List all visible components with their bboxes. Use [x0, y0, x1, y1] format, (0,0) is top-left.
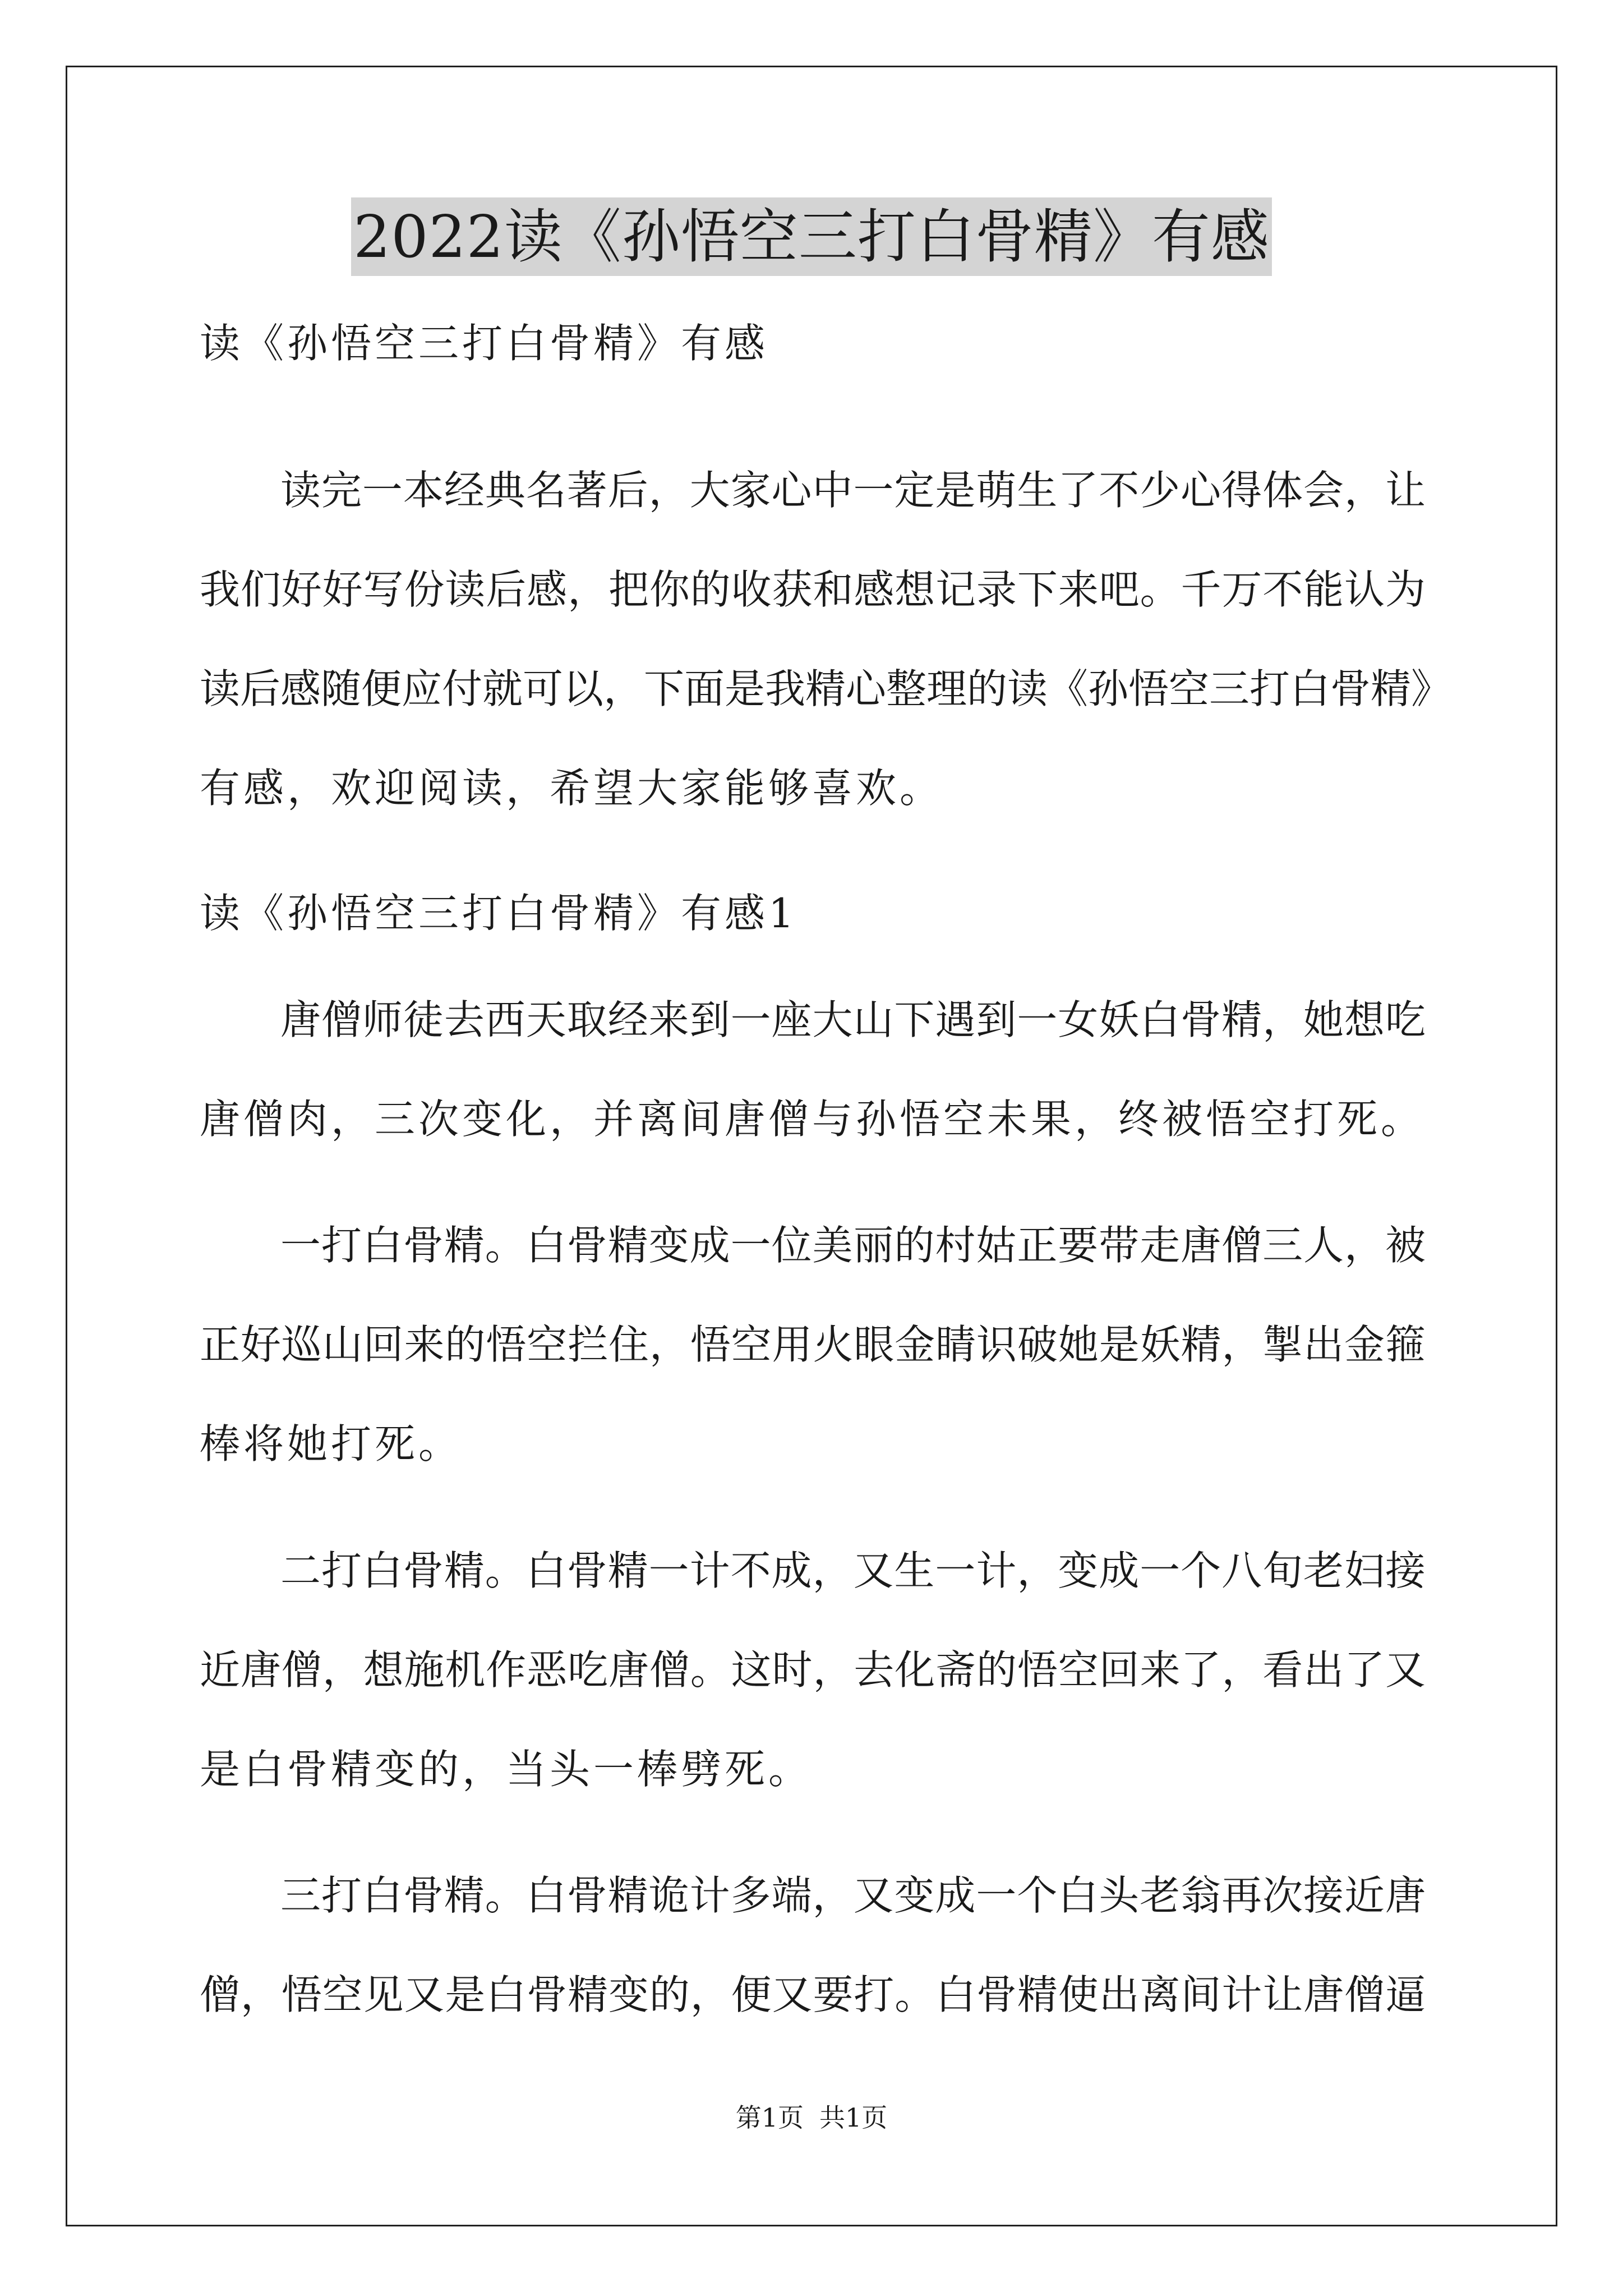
- paragraph-line: 读完一本经典名著后，大家心中一定是萌生了不少心得体会，让: [280, 467, 1426, 514]
- page-footer: [0, 2101, 1623, 2134]
- paragraph-line: 我们好好写份读后感，把你的收获和感想记录下来吧。千万不能认为: [200, 566, 1426, 613]
- section-heading: 读《孙悟空三打白骨精》有感1: [200, 890, 797, 937]
- paragraph-line: 三打白骨精。白骨精诡计多端，又变成一个白头老翁再次接近唐: [280, 1872, 1426, 1919]
- paragraph-line: 一打白骨精。白骨精变成一位美丽的村姑正要带走唐僧三人，被: [280, 1222, 1426, 1269]
- paragraph-line: 唐僧肉，三次变化，并离间唐僧与孙悟空未果，终被悟空打死。: [200, 1096, 1425, 1143]
- paragraph-line: 僧，悟空见又是白骨精变的，便又要打。白骨精使出离间计让唐僧逼: [200, 1971, 1426, 2018]
- paragraph-line: 近唐僧，想施机作恶吃唐僧。这时，去化斋的悟空回来了，看出了又: [200, 1646, 1426, 1694]
- paragraph-line: 是白骨精变的，当头一棒劈死。: [200, 1746, 813, 1793]
- document-title: 2022读《孙悟空三打白骨精》有感: [351, 197, 1272, 276]
- subtitle-line: 读《孙悟空三打白骨精》有感: [200, 320, 769, 367]
- paragraph-line: 读后感随便应付就可以，下面是我精心整理的读《孙悟空三打白骨精》: [200, 665, 1452, 712]
- paragraph-line: 二打白骨精。白骨精一计不成，又生一计，变成一个八旬老妇接: [280, 1547, 1426, 1594]
- title-container: [0, 197, 1623, 276]
- paragraph-line: 棒将她打死。: [200, 1420, 463, 1467]
- page-number-current: 第1页: [735, 2102, 804, 2133]
- paragraph-line: 有感，欢迎阅读，希望大家能够喜欢。: [200, 765, 944, 812]
- paragraph-line: 唐僧师徒去西天取经来到一座大山下遇到一女妖白骨精，她想吃: [280, 996, 1426, 1043]
- paragraph-line: 正好巡山回来的悟空拦住，悟空用火眼金睛识破她是妖精，掣出金箍: [200, 1321, 1426, 1368]
- page-number-total: 共1页: [819, 2102, 888, 2133]
